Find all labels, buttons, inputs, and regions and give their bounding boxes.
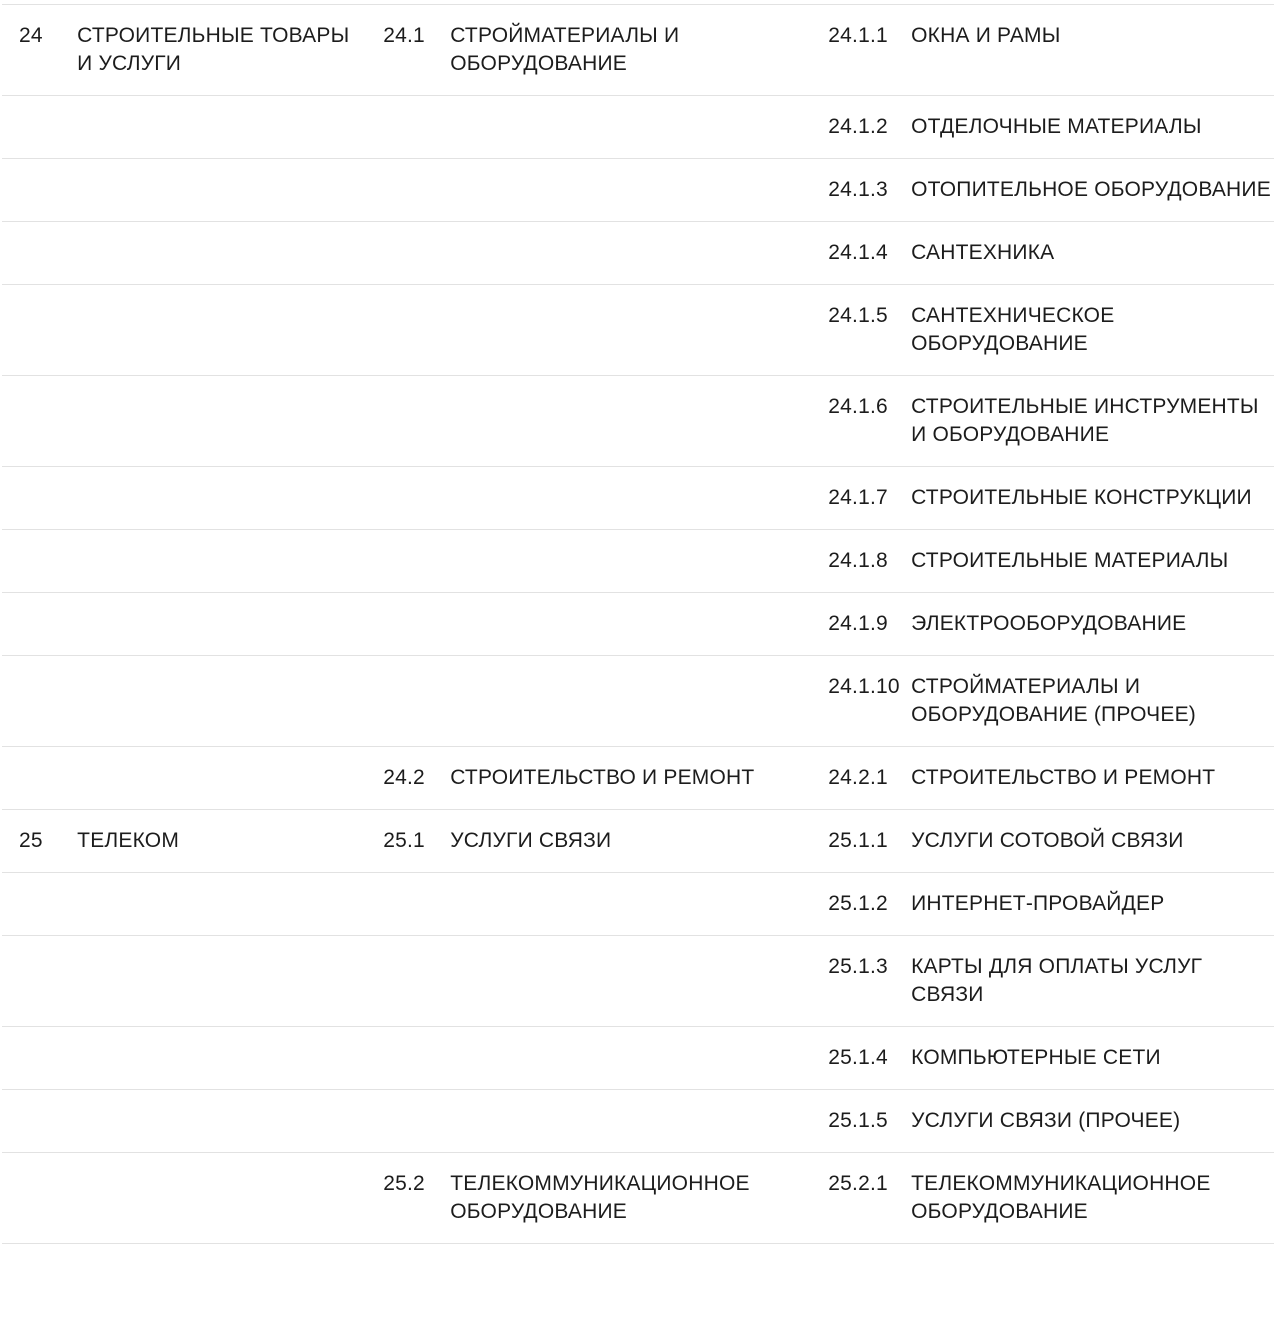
category-code [2, 764, 77, 792]
subcategory-code: 24.2 [383, 766, 425, 789]
subcategory-name: СТРОЙМАТЕРИАЛЫ И ОБОРУДОВАНИЕ [450, 24, 680, 75]
item-name: СТРОИТЕЛЬСТВО И РЕМОНТ [911, 766, 1216, 789]
item-name: СТРОИТЕЛЬНЫЕ КОНСТРУКЦИИ [911, 486, 1252, 509]
category-code [2, 890, 77, 918]
category-code [2, 113, 77, 141]
table-row [2, 593, 1274, 656]
category-name [77, 890, 366, 918]
subcategory-name [450, 484, 811, 512]
subcategory-name [450, 393, 811, 449]
item-code: 24.1.5 [828, 304, 888, 327]
category-name: СТРОИТЕЛЬНЫЕ ТОВАРЫ И УСЛУГИ [77, 24, 350, 75]
subcategory-name [450, 547, 811, 575]
category-name [77, 1170, 366, 1226]
item-code: 25.1.5 [828, 1109, 888, 1132]
table-row [2, 376, 1274, 467]
category-code [2, 953, 77, 1009]
subcategory-code [366, 547, 450, 575]
subcategory-name [450, 239, 811, 267]
category-code [2, 610, 77, 638]
category-name [77, 610, 366, 638]
subcategory-code [366, 484, 450, 512]
subcategory-code [366, 953, 450, 1009]
subcategory-code: 25.2 [383, 1172, 425, 1195]
category-name [77, 302, 366, 358]
table-row [2, 467, 1274, 530]
table-row [2, 656, 1274, 747]
subcategory-name: УСЛУГИ СВЯЗИ [450, 829, 612, 852]
table-row [2, 285, 1274, 376]
category-name [77, 1107, 366, 1135]
item-code: 24.1.7 [828, 486, 888, 509]
category-name [77, 1044, 366, 1072]
category-name [77, 547, 366, 575]
item-code: 24.1.10 [828, 675, 900, 698]
subcategory-code [366, 1107, 450, 1135]
table-row [2, 5, 1274, 96]
item-name: КАРТЫ ДЛЯ ОПЛАТЫ УСЛУГ СВЯЗИ [911, 955, 1203, 1006]
subcategory-code [366, 239, 450, 267]
category-name [77, 176, 366, 204]
category-name [77, 764, 366, 792]
table-row [2, 222, 1274, 285]
category-table [2, 4, 1274, 1244]
item-code: 24.1.1 [828, 24, 888, 47]
category-code [2, 1170, 77, 1226]
item-code: 24.1.2 [828, 115, 888, 138]
subcategory-name [450, 610, 811, 638]
category-code [2, 1044, 77, 1072]
category-code [2, 302, 77, 358]
table-row [2, 530, 1274, 593]
category-name: ТЕЛЕКОМ [77, 829, 180, 852]
category-code [2, 673, 77, 729]
item-name: ТЕЛЕКОММУНИКАЦИОННОЕ ОБОРУДОВАНИЕ [911, 1172, 1211, 1223]
subcategory-name [450, 113, 811, 141]
item-code: 25.1.3 [828, 955, 888, 978]
item-code: 24.2.1 [828, 766, 888, 789]
item-name: ИНТЕРНЕТ-ПРОВАЙДЕР [911, 892, 1165, 915]
subcategory-code: 24.1 [383, 24, 425, 47]
item-name: КОМПЬЮТЕРНЫЕ СЕТИ [911, 1046, 1161, 1069]
subcategory-name [450, 953, 811, 1009]
table-row [2, 96, 1274, 159]
subcategory-name: ТЕЛЕКОММУНИКАЦИОННОЕ ОБОРУДОВАНИЕ [450, 1172, 750, 1223]
item-code: 24.1.8 [828, 549, 888, 572]
item-code: 24.1.4 [828, 241, 888, 264]
subcategory-name [450, 1107, 811, 1135]
category-code: 25 [19, 829, 43, 852]
subcategory-code [366, 1044, 450, 1072]
subcategory-code [366, 302, 450, 358]
item-code: 24.1.6 [828, 395, 888, 418]
table-row [2, 873, 1274, 936]
item-name: СТРОИТЕЛЬНЫЕ ИНСТРУМЕНТЫ И ОБОРУДОВАНИЕ [911, 395, 1259, 446]
category-code: 24 [19, 24, 43, 47]
item-code: 25.1.2 [828, 892, 888, 915]
table-row [2, 159, 1274, 222]
table-row [2, 1027, 1274, 1090]
category-code [2, 484, 77, 512]
subcategory-name [450, 176, 811, 204]
item-name: САНТЕХНИКА [911, 241, 1055, 264]
item-code: 24.1.9 [828, 612, 888, 635]
item-code: 24.1.3 [828, 178, 888, 201]
subcategory-name [450, 1044, 811, 1072]
subcategory-name [450, 890, 811, 918]
item-code: 25.2.1 [828, 1172, 888, 1195]
category-code [2, 239, 77, 267]
item-name: САНТЕХНИЧЕСКОЕ ОБОРУДОВАНИЕ [911, 304, 1115, 355]
item-name: ОТОПИТЕЛЬНОЕ ОБОРУДОВАНИЕ [911, 178, 1271, 201]
item-name: УСЛУГИ СВЯЗИ (ПРОЧЕЕ) [911, 1109, 1181, 1132]
table-row [2, 936, 1274, 1027]
item-code: 25.1.4 [828, 1046, 888, 1069]
item-name: СТРОИТЕЛЬНЫЕ МАТЕРИАЛЫ [911, 549, 1229, 572]
category-code [2, 393, 77, 449]
category-name [77, 484, 366, 512]
item-name: УСЛУГИ СОТОВОЙ СВЯЗИ [911, 829, 1184, 852]
subcategory-code [366, 610, 450, 638]
category-name [77, 239, 366, 267]
subcategory-name [450, 302, 811, 358]
table-row [2, 1153, 1274, 1244]
category-code [2, 547, 77, 575]
subcategory-code [366, 176, 450, 204]
item-code: 25.1.1 [828, 829, 888, 852]
item-name: ЭЛЕКТРООБОРУДОВАНИЕ [911, 612, 1187, 635]
table-row [2, 1090, 1274, 1153]
subcategory-code [366, 393, 450, 449]
table-row [2, 747, 1274, 810]
subcategory-name: СТРОИТЕЛЬСТВО И РЕМОНТ [450, 766, 755, 789]
category-name [77, 393, 366, 449]
subcategory-code: 25.1 [383, 829, 425, 852]
subcategory-name [450, 673, 811, 729]
subcategory-code [366, 113, 450, 141]
subcategory-code [366, 890, 450, 918]
table-row [2, 810, 1274, 873]
category-name [77, 953, 366, 1009]
item-name: ОТДЕЛОЧНЫЕ МАТЕРИАЛЫ [911, 115, 1202, 138]
item-name: ОКНА И РАМЫ [911, 24, 1061, 47]
category-code [2, 176, 77, 204]
item-name: СТРОЙМАТЕРИАЛЫ И ОБОРУДОВАНИЕ (ПРОЧЕЕ) [911, 675, 1196, 726]
category-name [77, 113, 366, 141]
category-code [2, 1107, 77, 1135]
category-name [77, 673, 366, 729]
subcategory-code [366, 673, 450, 729]
